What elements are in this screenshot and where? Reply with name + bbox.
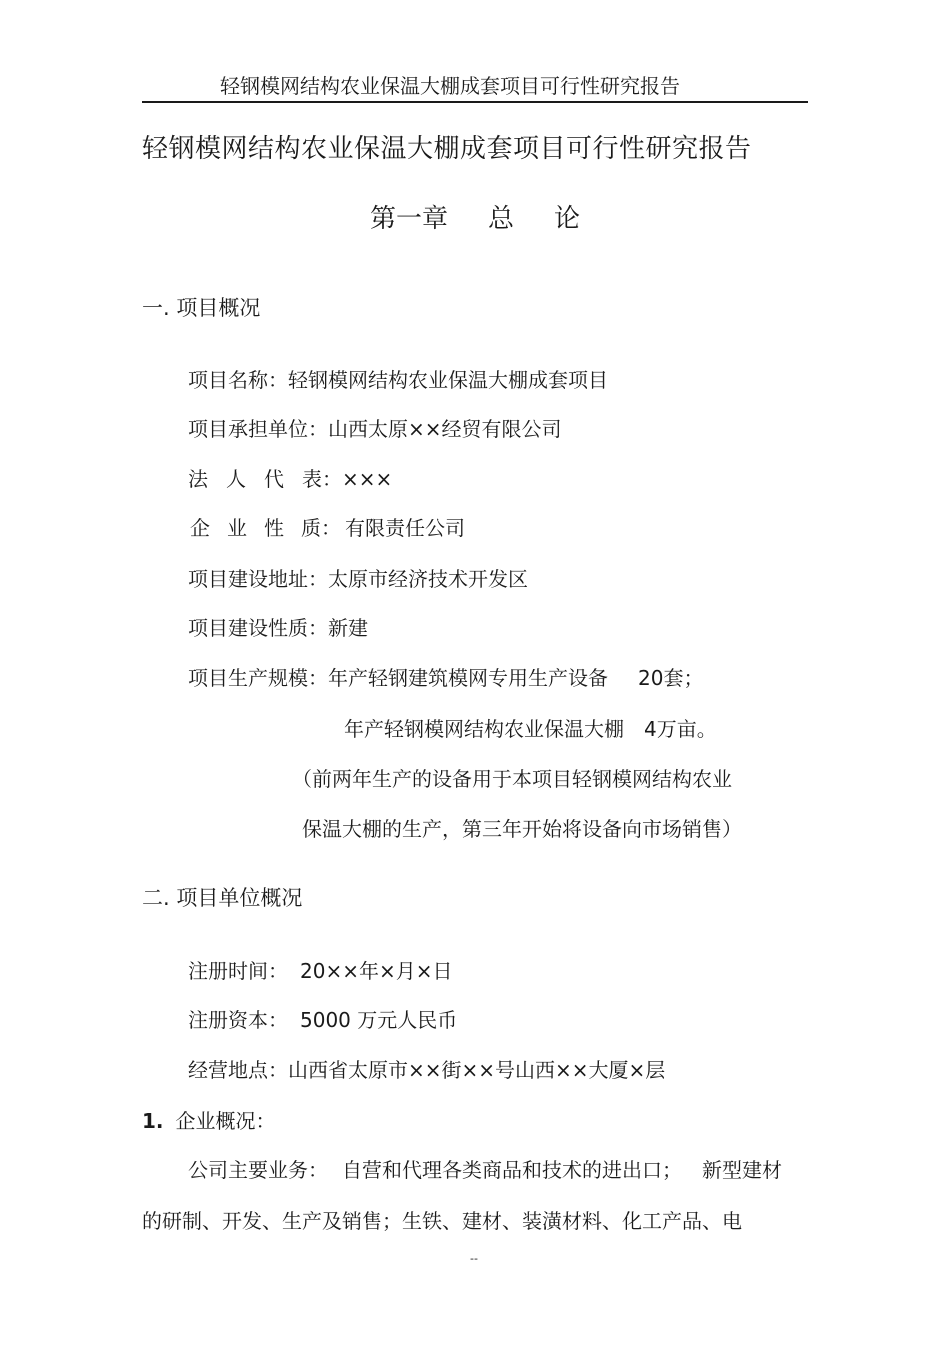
para-line1-c: 新型建材 (702, 1158, 782, 1182)
header-rule (142, 101, 808, 103)
nature-label-3: 性 (264, 516, 284, 540)
reg-time-label: 注册时间： (188, 959, 288, 983)
scale-note-line2: 保温大棚的生产，第三年开始将设备向市场销售） (302, 817, 742, 841)
subsection-title: 企业概况： (175, 1109, 276, 1133)
enterprise-nature (190, 512, 465, 541)
nature-label-2: 业 (227, 516, 247, 540)
para-line1-b: 自营和代理各类商品和技术的进出口； (342, 1158, 682, 1182)
nature-value: 有限责任公司 (345, 516, 465, 540)
document-title: 轻钢模网结构农业保温大棚成套项目可行性研究报告 (142, 134, 752, 164)
registered-capital (188, 1004, 457, 1033)
project-build-nature: 项目建设性质：新建 (188, 616, 368, 640)
scale-line1-text: 年产轻钢建筑模网专用生产设备 (328, 666, 608, 690)
project-unit: 项目承担单位：山西太原××经贸有限公司 (188, 417, 562, 441)
section-heading-1: 一. 项目概况 (142, 296, 261, 320)
page-footer-mark: -- (470, 1252, 478, 1265)
business-paragraph-line1 (188, 1154, 782, 1183)
project-address: 项目建设地址：太原市经济技术开发区 (188, 567, 528, 591)
project-name: 项目名称：轻钢模网结构农业保温大棚成套项目 (188, 368, 608, 392)
rep-label-4: 表： (302, 467, 342, 491)
para-line1-a: 公司主要业务： (188, 1158, 328, 1182)
chapter-title-a: 总 (487, 204, 514, 234)
running-header: 轻钢模网结构农业保温大棚成套项目可行性研究报告 (220, 74, 680, 98)
rep-label-1: 法 (188, 467, 208, 491)
section-heading-2: 二. 项目单位概况 (142, 886, 303, 910)
registration-time (188, 955, 452, 984)
scale-line2-qty: 4万亩。 (644, 717, 717, 741)
reg-time-value: 20××年×月×日 (300, 959, 453, 983)
subsection-heading-1 (142, 1105, 276, 1134)
scale-line1-qty: 20套； (638, 666, 704, 690)
project-scale-line2 (344, 713, 717, 742)
chapter-heading (0, 198, 950, 235)
scale-note-line1: （前两年生产的设备用于本项目轻钢模网结构农业 (292, 767, 732, 791)
scale-line2-text: 年产轻钢模网结构农业保温大棚 (344, 717, 624, 741)
project-scale (188, 662, 703, 691)
nature-label-4: 质： (301, 516, 341, 540)
business-address: 经营地点：山西省太原市××街××号山西××大厦×层 (188, 1058, 666, 1082)
chapter-number: 第一章 (369, 204, 448, 234)
rep-label-2: 人 (226, 467, 246, 491)
nature-label-1: 企 (190, 516, 210, 540)
rep-label-3: 代 (264, 467, 284, 491)
legal-representative (188, 463, 392, 492)
subsection-number: 1. (142, 1109, 164, 1133)
business-paragraph-line2: 的研制、开发、生产及销售；生铁、建材、装潢材料、化工产品、电 (142, 1209, 742, 1233)
scale-label: 项目生产规模： (188, 666, 328, 690)
reg-capital-value: 5000 万元人民币 (300, 1008, 458, 1032)
chapter-title-b: 论 (554, 204, 581, 234)
rep-value: ××× (342, 467, 393, 491)
reg-capital-label: 注册资本： (188, 1008, 288, 1032)
